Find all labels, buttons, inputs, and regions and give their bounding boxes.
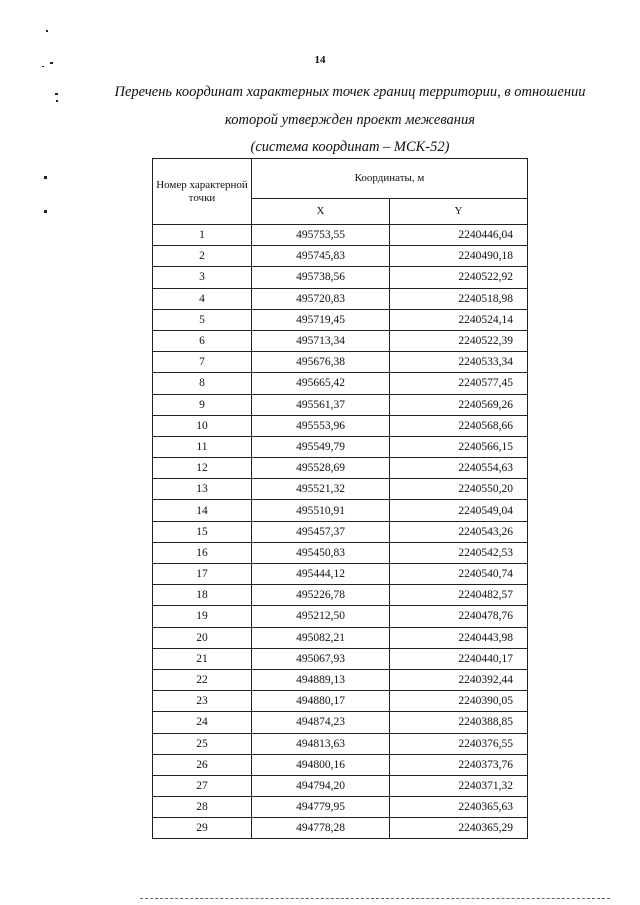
point-number-cell: 6 [153,330,252,351]
page-number: 14 [314,54,326,66]
coordinates-table [152,158,528,839]
x-coordinate-cell: 494813,63 [252,733,390,754]
point-number-cell: 13 [153,479,252,500]
x-coordinate-cell: 495745,83 [252,246,390,267]
scan-speck [55,93,58,95]
scan-speck [44,210,47,213]
x-coordinate-cell: 495549,79 [252,436,390,457]
x-coordinate-cell: 495450,83 [252,542,390,563]
table-row [153,712,528,733]
point-number-cell: 7 [153,352,252,373]
table-body [153,225,528,839]
y-coordinate-cell: 2240550,20 [390,479,528,500]
y-coordinate-cell: 2240390,05 [390,691,528,712]
document-title-line-2: которой утвержден проект межевания [225,112,475,128]
table-row [153,669,528,690]
table-row [153,288,528,309]
footer-divider [140,898,610,899]
scan-speck [44,176,47,179]
y-coordinate-cell: 2240543,26 [390,521,528,542]
x-coordinate-cell: 495676,38 [252,352,390,373]
table-row [153,521,528,542]
table-row [153,500,528,521]
point-number-cell: 5 [153,309,252,330]
y-coordinate-cell: 2240443,98 [390,627,528,648]
header-x: X [252,199,390,225]
y-coordinate-cell: 2240568,66 [390,415,528,436]
table-row [153,352,528,373]
y-coordinate-cell: 2240388,85 [390,712,528,733]
point-number-cell: 17 [153,564,252,585]
point-number-cell: 3 [153,267,252,288]
y-coordinate-cell: 2240549,04 [390,500,528,521]
point-number-cell: 20 [153,627,252,648]
table-row [153,818,528,839]
point-number-cell: 21 [153,648,252,669]
document-title-line-1: Перечень координат характерных точек границ территории, в отношении [114,84,586,100]
table-row [153,606,528,627]
y-coordinate-cell: 2240365,29 [390,818,528,839]
table-row [153,733,528,754]
x-coordinate-cell: 494889,13 [252,669,390,690]
point-number-cell: 27 [153,775,252,796]
x-coordinate-cell: 495510,91 [252,500,390,521]
point-number-cell: 15 [153,521,252,542]
table-row [153,267,528,288]
y-coordinate-cell: 2240554,63 [390,458,528,479]
point-number-cell: 4 [153,288,252,309]
y-coordinate-cell: 2240533,34 [390,352,528,373]
y-coordinate-cell: 2240569,26 [390,394,528,415]
point-number-cell: 1 [153,225,252,246]
scan-speck [42,66,44,67]
table-row [153,246,528,267]
point-number-cell: 16 [153,542,252,563]
table-row [153,373,528,394]
point-number-cell: 29 [153,818,252,839]
point-number-cell: 12 [153,458,252,479]
point-number-cell: 14 [153,500,252,521]
table-row [153,542,528,563]
table-row [153,330,528,351]
table-row [153,585,528,606]
x-coordinate-cell: 495067,93 [252,648,390,669]
table-row [153,479,528,500]
y-coordinate-cell: 2240490,18 [390,246,528,267]
point-number-cell: 2 [153,246,252,267]
x-coordinate-cell: 494800,16 [252,754,390,775]
x-coordinate-cell: 495561,37 [252,394,390,415]
y-coordinate-cell: 2240577,45 [390,373,528,394]
x-coordinate-cell: 495528,69 [252,458,390,479]
x-coordinate-cell: 495720,83 [252,288,390,309]
point-number-cell: 23 [153,691,252,712]
y-coordinate-cell: 2240524,14 [390,309,528,330]
table-row [153,797,528,818]
table-row [153,309,528,330]
x-coordinate-cell: 495713,34 [252,330,390,351]
y-coordinate-cell: 2240440,17 [390,648,528,669]
point-number-cell: 9 [153,394,252,415]
table-row [153,564,528,585]
x-coordinate-cell: 494778,28 [252,818,390,839]
y-coordinate-cell: 2240446,04 [390,225,528,246]
y-coordinate-cell: 2240540,74 [390,564,528,585]
table-row [153,436,528,457]
y-coordinate-cell: 2240522,39 [390,330,528,351]
x-coordinate-cell: 495082,21 [252,627,390,648]
point-number-cell: 18 [153,585,252,606]
point-number-cell: 24 [153,712,252,733]
y-coordinate-cell: 2240518,98 [390,288,528,309]
x-coordinate-cell: 495457,37 [252,521,390,542]
table-row [153,394,528,415]
point-number-cell: 8 [153,373,252,394]
x-coordinate-cell: 495719,45 [252,309,390,330]
table-row [153,754,528,775]
x-coordinate-cell: 495521,32 [252,479,390,500]
point-number-cell: 26 [153,754,252,775]
x-coordinate-cell: 495553,96 [252,415,390,436]
table-row [153,458,528,479]
x-coordinate-cell: 495738,56 [252,267,390,288]
header-y: Y [390,199,528,225]
table-row [153,225,528,246]
point-number-cell: 22 [153,669,252,690]
table-row [153,691,528,712]
x-coordinate-cell: 494880,17 [252,691,390,712]
x-coordinate-cell: 495226,78 [252,585,390,606]
y-coordinate-cell: 2240365,63 [390,797,528,818]
point-number-cell: 28 [153,797,252,818]
y-coordinate-cell: 2240522,92 [390,267,528,288]
table-row [153,415,528,436]
y-coordinate-cell: 2240478,76 [390,606,528,627]
scan-speck [46,30,48,32]
x-coordinate-cell: 495665,42 [252,373,390,394]
header-coordinates: Координаты, м [252,159,528,199]
document-title-line-3: (система координат – МСК-52) [250,139,450,155]
x-coordinate-cell: 494779,95 [252,797,390,818]
point-number-cell: 19 [153,606,252,627]
y-coordinate-cell: 2240482,57 [390,585,528,606]
point-number-cell: 10 [153,415,252,436]
scan-speck [56,100,58,102]
x-coordinate-cell: 495753,55 [252,225,390,246]
y-coordinate-cell: 2240376,55 [390,733,528,754]
y-coordinate-cell: 2240371,32 [390,775,528,796]
table-row [153,648,528,669]
y-coordinate-cell: 2240566,15 [390,436,528,457]
y-coordinate-cell: 2240392,44 [390,669,528,690]
x-coordinate-cell: 495444,12 [252,564,390,585]
y-coordinate-cell: 2240373,76 [390,754,528,775]
x-coordinate-cell: 494874,23 [252,712,390,733]
point-number-cell: 11 [153,436,252,457]
point-number-cell: 25 [153,733,252,754]
x-coordinate-cell: 494794,20 [252,775,390,796]
header-point-number: Номер характерной точки [153,159,252,225]
table-row [153,627,528,648]
table-row [153,775,528,796]
y-coordinate-cell: 2240542,53 [390,542,528,563]
x-coordinate-cell: 495212,50 [252,606,390,627]
